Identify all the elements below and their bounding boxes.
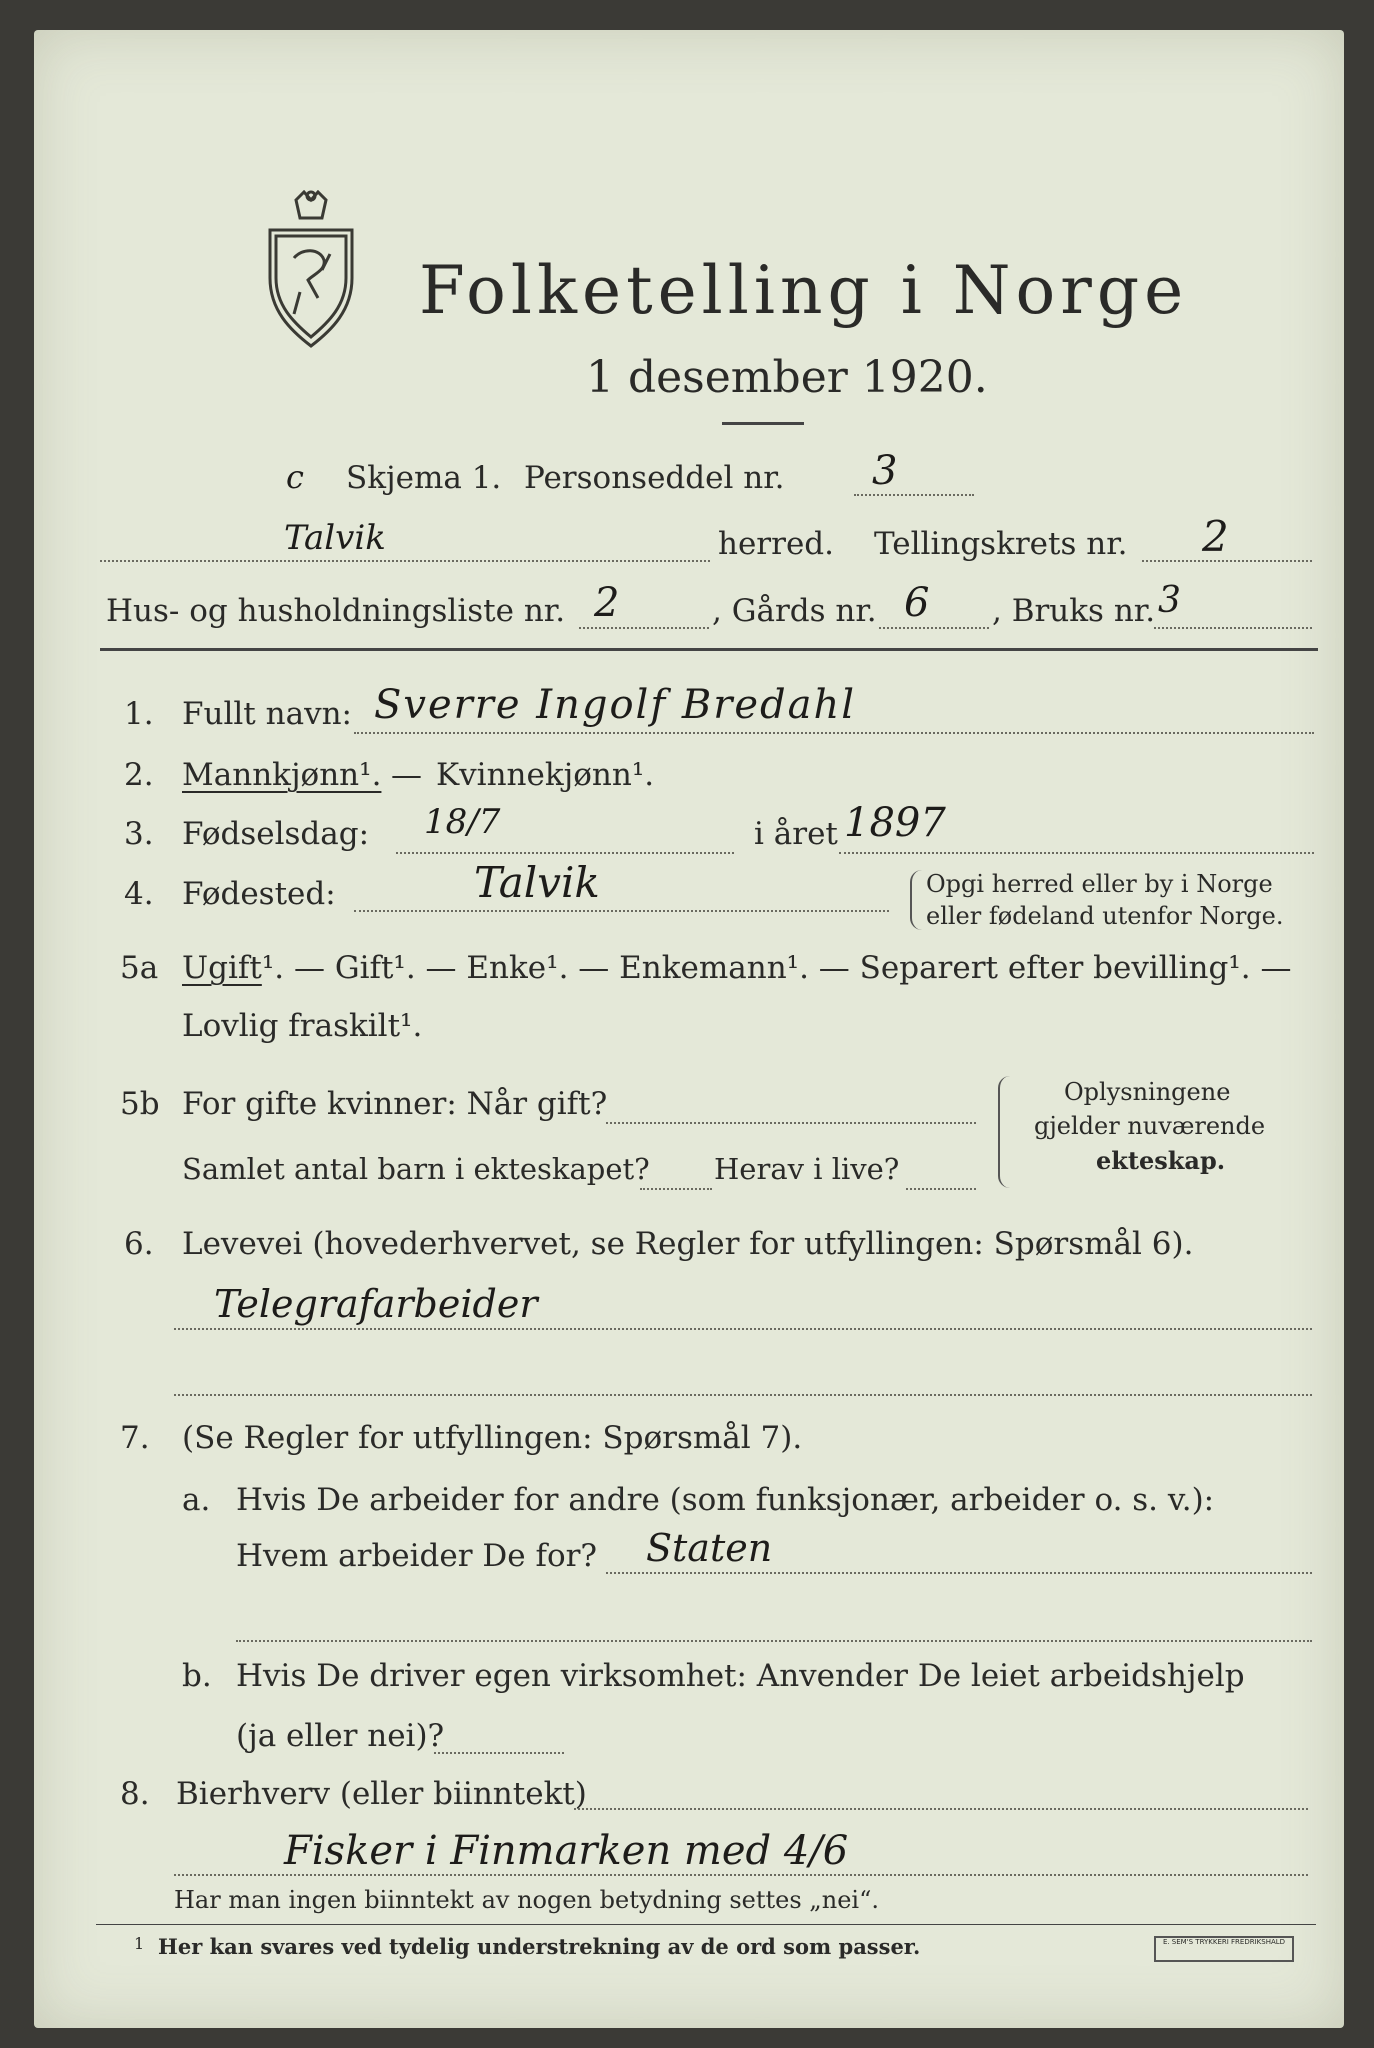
footnote-mark: 1	[134, 1934, 145, 1953]
form-title: Folketelling i Norge	[419, 252, 1189, 329]
footnote-divider	[96, 1924, 1316, 1925]
q5b-number: 5b	[120, 1086, 160, 1122]
sex-male-option[interactable]: Mannkjønn¹.	[182, 757, 382, 793]
marriage-note-bracket	[998, 1076, 1010, 1188]
birthplace-label: Fødested:	[182, 876, 336, 912]
sex-female-option[interactable]: Kvinnekjønn¹.	[436, 757, 655, 793]
secondary-income-value[interactable]: Fisker i Finmarken med 4/6	[284, 1828, 849, 1874]
children-living-label: Herav i live?	[714, 1152, 900, 1186]
q7a-letter: a.	[182, 1482, 211, 1518]
bruks-line	[1154, 627, 1312, 629]
q7b-letter: b.	[182, 1658, 212, 1694]
q2-number: 2.	[124, 757, 154, 793]
children-living-line	[906, 1188, 976, 1190]
herred-line	[100, 560, 710, 562]
birthplace-note-line1: Opgi herred eller by i Norge	[926, 870, 1273, 898]
q1-number: 1.	[124, 696, 154, 732]
full-name-value[interactable]: Sverre Ingolf Bredahl	[374, 682, 857, 728]
q4-number: 4.	[124, 876, 154, 912]
coat-of-arms-emblem	[256, 190, 366, 350]
occupation-line-2	[174, 1394, 1312, 1396]
secondary-income-label: Bierhverv (eller biinntekt)	[176, 1776, 587, 1812]
secondary-income-line	[574, 1808, 1308, 1810]
employer-line	[606, 1572, 1312, 1574]
marriage-note-line3: ekteskap.	[1096, 1146, 1226, 1175]
census-form-sheet	[34, 30, 1344, 2028]
married-date-label: For gifte kvinner: Når gift?	[182, 1086, 608, 1122]
occupation-label: Levevei (hovederhvervet, se Regler for utfyllingen: Spørsmål 6).	[182, 1226, 1194, 1262]
q6-number: 6.	[124, 1226, 154, 1262]
occupation-line-1	[174, 1328, 1312, 1330]
census-date: 1 desember 1920.	[586, 352, 988, 403]
birth-year-value[interactable]: 1897	[844, 800, 946, 846]
household-list-label: Hus- og husholdningsliste nr.	[106, 593, 566, 629]
person-number-line	[854, 494, 974, 496]
full-name-label: Fullt navn:	[182, 696, 352, 732]
own-business-question: Hvis De driver egen virksomhet: Anvender De leiet arbeidshjelp	[236, 1658, 1245, 1694]
full-name-line	[354, 732, 1314, 734]
gards-line	[879, 627, 989, 629]
schema-label: Skjema 1.	[346, 460, 502, 496]
herred-value[interactable]: Talvik	[284, 518, 386, 558]
children-total-line	[640, 1188, 712, 1190]
secondary-income-note: Har man ingen biinntekt av nogen betydning settes „nei“.	[174, 1886, 879, 1914]
q3-number: 3.	[124, 816, 154, 852]
household-list-value[interactable]: 2	[594, 580, 620, 626]
employer-question: Hvis De arbeider for andre (som funksjonær, arbeider o. s. v.):	[236, 1482, 1215, 1518]
bruks-label: , Bruks nr.	[992, 593, 1156, 629]
q8-number: 8.	[120, 1776, 150, 1812]
birth-year-label: i året	[754, 816, 838, 852]
marital-status-options	[182, 950, 1291, 986]
person-number-value[interactable]: 3	[872, 448, 898, 494]
employer-line-2	[236, 1640, 1312, 1642]
q7-label: (Se Regler for utfyllingen: Spørsmål 7).	[182, 1420, 803, 1456]
marital-status-divorced[interactable]: Lovlig fraskilt¹.	[182, 1008, 423, 1044]
marriage-note-line2: gjelder nuværende	[1034, 1112, 1266, 1140]
birthplace-value[interactable]: Talvik	[474, 858, 600, 907]
household-list-line	[579, 627, 709, 629]
birthplace-note-line2: eller fødeland utenfor Norge.	[926, 902, 1284, 930]
birthdate-line	[396, 852, 734, 854]
clerk-mark: c	[286, 458, 304, 496]
hired-help-line	[434, 1752, 564, 1754]
printer-name: E. SEM'S TRYKKERI FREDRIKSHALD	[1162, 1938, 1286, 1946]
printer-stamp	[1154, 1936, 1294, 1962]
q5a-number: 5a	[120, 950, 159, 986]
marital-status-unmarried[interactable]: Ugift	[182, 950, 262, 986]
person-number-label: Personseddel nr.	[524, 460, 785, 496]
footnote-text: Her kan svares ved tydelig understrekning av de ord som passer.	[158, 1934, 921, 1959]
employer-label: Hvem arbeider De for?	[236, 1538, 598, 1574]
bruks-value[interactable]: 3	[1158, 580, 1181, 621]
birthdate-label: Fødselsdag:	[182, 816, 370, 852]
birthplace-line	[354, 910, 889, 912]
children-total-label: Samlet antal barn i ekteskapet?	[182, 1152, 650, 1186]
q7-number: 7.	[120, 1420, 150, 1456]
tellingskrets-label: Tellingskrets nr.	[874, 526, 1128, 562]
marital-status-other-options[interactable]: ¹. — Gift¹. — Enke¹. — Enkemann¹. — Separert efter bevilling¹. —	[261, 950, 1292, 986]
secondary-income-line-2	[174, 1874, 1308, 1876]
sex-separator: —	[391, 757, 422, 793]
birthplace-note-bracket	[910, 870, 922, 930]
tellingskrets-value[interactable]: 2	[1202, 512, 1229, 561]
header-divider	[100, 648, 1318, 651]
hired-help-label: (ja eller nei)?	[236, 1718, 445, 1754]
birth-year-line	[839, 852, 1314, 854]
marriage-note-line1: Oplysningene	[1064, 1078, 1231, 1106]
gards-label: , Gårds nr.	[712, 593, 877, 629]
herred-label: herred.	[718, 526, 834, 562]
occupation-value[interactable]: Telegrafarbeider	[214, 1282, 538, 1326]
employer-value[interactable]: Staten	[646, 1526, 773, 1570]
gards-value[interactable]: 6	[904, 580, 930, 626]
birthdate-value[interactable]: 18/7	[424, 802, 501, 842]
married-date-line	[606, 1122, 976, 1124]
title-divider	[722, 422, 804, 425]
